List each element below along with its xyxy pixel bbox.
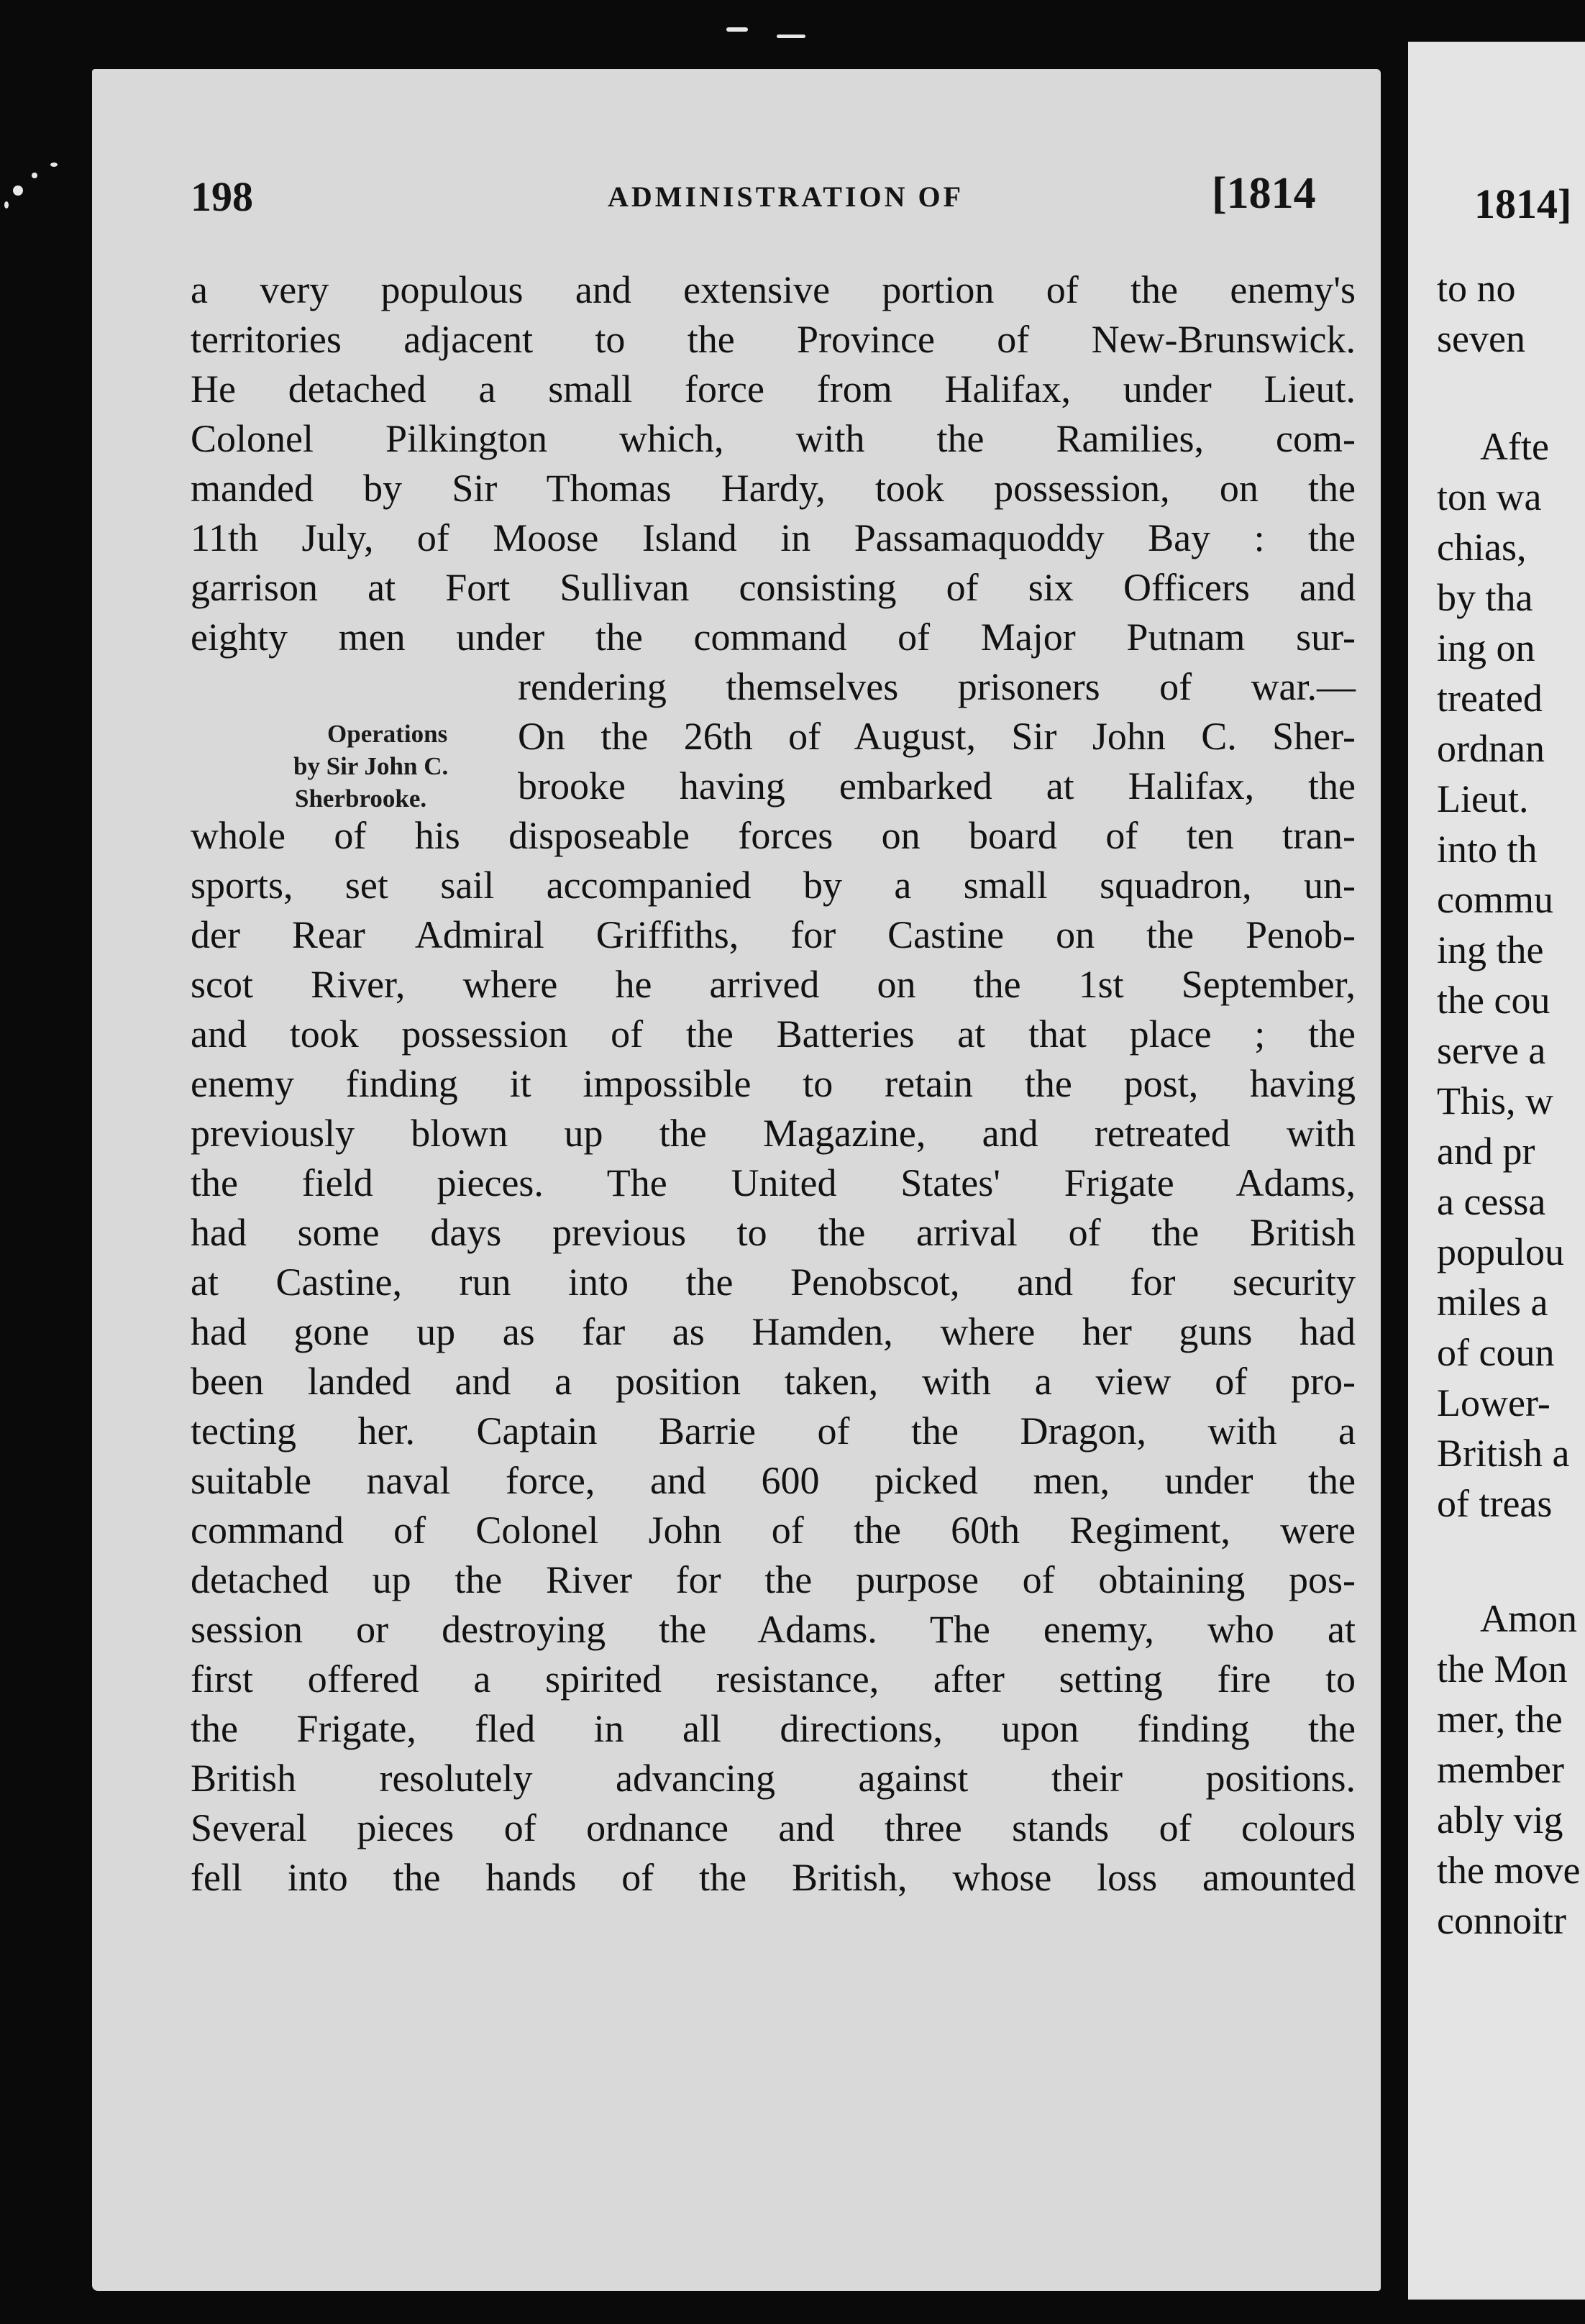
text-line: a very populous and extensive portion of the enemy's: [191, 268, 1356, 311]
text-line: member: [1437, 1748, 1564, 1791]
page-number: 198: [191, 173, 253, 220]
text-line: Colonel Pilkington which, with the Ramilies, com-: [191, 417, 1356, 460]
text-line: enemy finding it impossible to retain the post, having: [191, 1062, 1356, 1105]
text-line: and took possession of the Batteries at that place ; the: [191, 1012, 1356, 1056]
text-line: had some days previous to the arrival of the British: [191, 1211, 1356, 1254]
text-line: mer, the: [1437, 1698, 1563, 1741]
scan-speck: [50, 163, 58, 167]
text-line: suitable naval force, and 600 picked men, under the: [191, 1459, 1356, 1502]
scan-speck: [777, 35, 805, 38]
text-line: the field pieces. The United States' Frigate Adams,: [191, 1161, 1356, 1204]
text-line: British resolutely advancing against their positions.: [191, 1757, 1356, 1800]
text-line: Lower-: [1437, 1381, 1550, 1424]
text-line: had gone up as far as Hamden, where her guns had: [191, 1310, 1356, 1353]
text-line: been landed and a position taken, with a view of pro-: [191, 1360, 1356, 1403]
text-line: and pr: [1437, 1130, 1535, 1173]
text-line: sports, set sail accompanied by a small squadron, un-: [191, 864, 1356, 907]
text-line: detached up the River for the purpose of obtaining pos-: [191, 1558, 1356, 1601]
left-page-header: [191, 169, 1341, 237]
text-line: This, w: [1437, 1079, 1553, 1122]
text-line: rendering themselves prisoners of war.—: [518, 665, 1356, 708]
text-line: to no: [1437, 267, 1516, 310]
text-line: the Mon: [1437, 1647, 1568, 1691]
text-line: of coun: [1437, 1331, 1555, 1374]
text-line: British a: [1437, 1432, 1570, 1475]
text-line: the move: [1437, 1849, 1581, 1892]
text-line: fell into the hands of the British, whose loss amounted: [191, 1856, 1356, 1899]
text-line: populou: [1437, 1230, 1565, 1273]
text-line: a cessa: [1437, 1180, 1546, 1223]
text-line: ton wa: [1437, 475, 1542, 518]
text-line: seven: [1437, 317, 1525, 360]
text-line: the cou: [1437, 979, 1550, 1022]
text-line: ably vig: [1437, 1798, 1563, 1842]
text-line: On the 26th of August, Sir John C. Sher-: [518, 715, 1356, 758]
text-line: serve a: [1437, 1029, 1546, 1072]
text-line: commu: [1437, 878, 1553, 921]
text-line: Several pieces of ordnance and three stands of colours: [191, 1806, 1356, 1849]
text-line: He detached a small force from Halifax, under Lieut.: [191, 367, 1356, 411]
year-heading: [1814: [1212, 169, 1316, 218]
text-line: session or destroying the Adams. The enemy, who at: [191, 1608, 1356, 1651]
text-line: Lieut.: [1437, 777, 1529, 820]
text-line: whole of his disposeable forces on board of ten tran-: [191, 814, 1356, 857]
text-line: treated: [1437, 677, 1543, 720]
text-line: the Frigate, fled in all directions, upon finding the: [191, 1707, 1356, 1750]
text-line: ing on: [1437, 626, 1535, 669]
scan-speck: [32, 173, 37, 178]
text-line: previously blown up the Magazine, and retreated with: [191, 1112, 1356, 1155]
scan-speck: [13, 186, 23, 196]
text-line: brooke having embarked at Halifax, the: [518, 764, 1356, 808]
text-line: by tha: [1437, 576, 1533, 619]
text-line: chias,: [1437, 526, 1527, 569]
text-line: scot River, where he arrived on the 1st September,: [191, 963, 1356, 1006]
right-page-year-heading: 1814]: [1474, 180, 1572, 227]
text-line: at Castine, run into the Penobscot, and for security: [191, 1261, 1356, 1304]
text-line: command of Colonel John of the 60th Regiment, were: [191, 1509, 1356, 1552]
side-note-line: by Sir John C.: [293, 752, 449, 780]
text-line: into th: [1437, 828, 1538, 871]
text-line: 11th July, of Moose Island in Passamaquoddy Bay : the: [191, 516, 1356, 559]
text-line: garrison at Fort Sullivan consisting of six Officers and: [191, 566, 1356, 609]
scan-speck: [726, 27, 748, 32]
side-note-line: Sherbrooke.: [295, 784, 427, 813]
text-line: tecting her. Captain Barrie of the Dragon, with a: [191, 1409, 1356, 1452]
text-line: Afte: [1480, 425, 1549, 468]
text-line: ing the: [1437, 928, 1544, 971]
right-page: [1408, 42, 1585, 2300]
text-line: connoitr: [1437, 1899, 1566, 1942]
text-line: of treas: [1437, 1482, 1553, 1525]
text-line: ordnan: [1437, 727, 1545, 770]
side-note-line: Operations: [327, 720, 448, 748]
text-line: miles a: [1437, 1281, 1548, 1324]
text-line: der Rear Admiral Griffiths, for Castine on the Penob-: [191, 913, 1356, 956]
text-line: territories adjacent to the Province of New-Brunswick.: [191, 318, 1356, 361]
text-line: eighty men under the command of Major Putnam sur-: [191, 616, 1356, 659]
text-line: manded by Sir Thomas Hardy, took possession, on the: [191, 467, 1356, 510]
running-head: ADMINISTRATION OF: [608, 180, 964, 213]
text-line: Amon: [1480, 1597, 1577, 1640]
scan-speck: [4, 201, 9, 209]
text-line: first offered a spirited resistance, after setting fire to: [191, 1657, 1356, 1701]
